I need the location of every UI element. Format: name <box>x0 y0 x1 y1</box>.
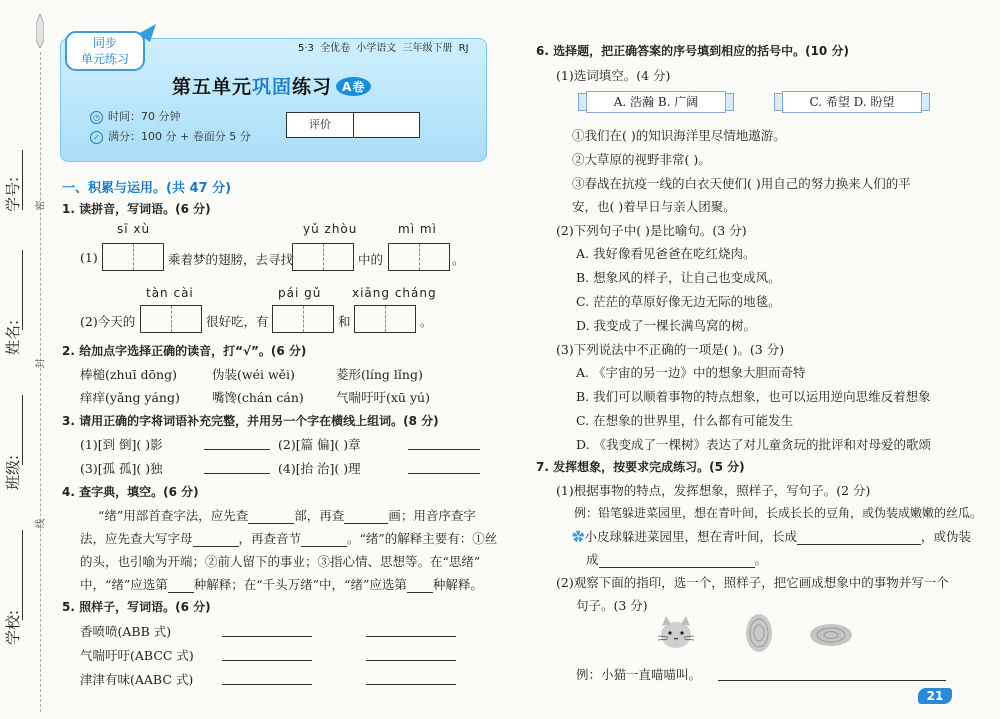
char-boxes[interactable] <box>102 243 164 271</box>
answer-line[interactable] <box>366 684 456 685</box>
clock-icon: ◷ <box>90 111 103 124</box>
seal-mark: 封 <box>35 358 47 369</box>
example-sentence: 例：铅笔躲进菜园里，想在青叶间，长成长长的豆角，或伪装成嫩嫩的丝瓜。 <box>574 506 983 520</box>
option-c: C. 在想象的世界里，什么都有可能发生 <box>576 413 794 428</box>
badge-text-1: 同步 <box>92 36 118 50</box>
reading-option[interactable]: 气喘吁吁(xū yú) <box>336 390 430 405</box>
word-pattern: 气喘吁吁(ABCC 式) <box>80 648 194 663</box>
fill-item: (3)[孤 孤]( )独 <box>80 461 163 476</box>
reading-option[interactable]: 伪装(wéi wěi) <box>212 367 295 382</box>
word-choice-banner <box>578 91 734 113</box>
q4-text: 法，应先查大写字母 ，再查音节 。“绪”的解释主要有：①丝 <box>80 531 498 546</box>
char-boxes[interactable] <box>272 305 334 333</box>
student-id-label: 学号: <box>4 176 22 212</box>
page-title: 第五单元巩固练习 A卷 <box>172 72 371 99</box>
answer-line[interactable] <box>366 660 456 661</box>
seal-mark: 线 <box>35 518 47 529</box>
word-pattern: 津津有味(AABC 式) <box>80 672 194 687</box>
option-d: D. 《我变成了一棵树》表达了对儿童贪玩的批评和对母爱的歌颂 <box>576 437 932 452</box>
fill-item: (4)[抬 治]( )理 <box>278 461 361 476</box>
reading-option[interactable]: 棒槌(zhuī dōng) <box>80 367 177 382</box>
reading-option[interactable]: 痒痒(yǎng yáng) <box>80 390 180 405</box>
q1-text: 和 <box>338 314 351 329</box>
page-number: 21 <box>918 688 952 704</box>
version-tag: A卷 <box>336 77 371 96</box>
word-choice-banner <box>774 91 930 113</box>
sub-question: (1)选词填空。(4 分) <box>556 68 671 83</box>
sub-question: 句子。(3 分) <box>576 598 648 613</box>
answer-line[interactable] <box>408 473 480 474</box>
option-c: C. 茫茫的草原好像无边无际的地毯。 <box>576 294 781 309</box>
time-info: ◷ 时间：70 分钟 <box>90 108 181 124</box>
option-a: A. 《宇宙的另一边》中的想象大胆而奇特 <box>576 365 806 380</box>
q1-text: 中的 <box>358 252 384 267</box>
q1-text: 很好吃，有 <box>206 314 269 329</box>
question-5: 5. 照样子，写词语。(6 分) <box>62 600 211 614</box>
option-a: A. 我好像看见爸爸在吃红烧肉。 <box>576 246 756 261</box>
class-label: 班级: <box>4 454 22 490</box>
answer-line[interactable] <box>222 684 312 685</box>
option-d: D. 我变成了一棵长满鸟窝的树。 <box>576 318 757 333</box>
school-label: 学校: <box>4 609 22 645</box>
pinyin: sī xù <box>117 222 151 236</box>
sync-badge <box>64 24 160 74</box>
check-icon: ✓ <box>90 131 103 144</box>
example-sentence: 例：小猫一直喵喵叫。 <box>576 667 702 682</box>
question-3: 3. 请用正确的字将词语补充完整，并用另一个字在横线上组词。(8 分) <box>62 414 439 428</box>
reading-option[interactable]: 菱形(líng lǐng) <box>336 367 423 382</box>
answer-line[interactable] <box>408 449 480 450</box>
question-6: 6. 选择题，把正确答案的序号填到相应的括号中。(10 分) <box>536 44 849 58</box>
fill-item: (2)[篇 偏]( )章 <box>278 437 361 452</box>
sub-question: (2)观察下面的指印，选一个，照样子，把它画成想象中的事物并写一个 <box>556 575 949 590</box>
fingerprint-icon <box>744 612 774 654</box>
choice-sentence: ②大草原的视野非常( )。 <box>572 152 711 167</box>
word-pattern: 香喷喷(ABB 式) <box>80 624 172 639</box>
choice-sentence: 安，也( )着早日与亲人团聚。 <box>572 199 736 214</box>
sub-question: (2)下列句子中( )是比喻句。(3 分) <box>556 223 747 238</box>
rocket-icon <box>36 14 44 48</box>
section-title: 一、积累与运用。(共 47 分) <box>62 181 232 196</box>
question-4: 4. 查字典，填空。(6 分) <box>62 485 199 499</box>
question-1: 1. 读拼音，写词语。(6 分) <box>62 202 211 216</box>
pinyin: xiāng cháng <box>352 286 437 300</box>
answer-line[interactable] <box>222 636 312 637</box>
score-info: ✓ 满分：100 分 + 卷面分 5 分 <box>90 128 251 144</box>
fill-sentence: 成 。 <box>586 552 768 567</box>
badge-text-2: 单元练习 <box>80 52 130 66</box>
q1-text: (2)今天的 <box>80 314 136 329</box>
reading-option[interactable]: 嘴馋(chán cán) <box>212 390 304 405</box>
fingerprint-cat-icon <box>656 612 696 652</box>
flower-icon: ✿ <box>572 529 585 544</box>
q1-text: 。 <box>452 252 465 267</box>
answer-line[interactable] <box>718 680 946 681</box>
question-7: 7. 发挥想象，按要求完成练习。(5 分) <box>536 460 745 474</box>
fill-sentence: ✿小皮球躲进菜园里，想在青叶间，长成 ，或伪装 <box>572 529 972 544</box>
char-boxes[interactable] <box>292 243 354 271</box>
char-boxes[interactable] <box>140 305 202 333</box>
q1-text: 乘着梦的翅膀，去寻找 <box>168 252 294 267</box>
answer-line[interactable] <box>204 473 270 474</box>
fingerprint-icon <box>808 622 854 648</box>
choice-sentence: ③春战在抗疫一线的白衣天使们( )用自己的努力换来人们的平 <box>572 176 911 191</box>
banner-text: A. 浩瀚 B. 广阔 <box>586 91 726 113</box>
q4-text: 的头，也引喻为开端；②前人留下的事业；③指心情、思想等。在“思绪” <box>80 554 481 569</box>
answer-line[interactable] <box>366 636 456 637</box>
name-label: 姓名: <box>4 319 22 355</box>
q4-text: 中，“绪”应选第 种解释；在“千头万绪”中，“绪”应选第 种解释。 <box>80 577 483 592</box>
answer-line[interactable] <box>204 449 270 450</box>
pinyin: pái gǔ <box>278 286 322 300</box>
option-b: B. 我们可以顺着事物的特点想象，也可以运用逆向思维反着想象 <box>576 389 931 404</box>
banner-text: C. 希望 D. 盼望 <box>782 91 922 113</box>
pinyin: mì mì <box>398 222 437 236</box>
q4-text: “绪”用部首查字法，应先查 部，再查 画；用音序查字 <box>98 508 476 523</box>
header-meta: 5·3 全优卷 小学语文 三年级下册 RJ <box>298 43 469 54</box>
sub-question: (3)下列说法中不正确的一项是( )。(3 分) <box>556 342 785 357</box>
question-2: 2. 给加点字选择正确的读音，打“√”。(6 分) <box>62 344 307 358</box>
q1-text: (1) <box>80 250 98 265</box>
option-b: B. 想象风的样子，让自己也变成风。 <box>576 270 781 285</box>
pinyin: yǔ zhòu <box>303 222 358 236</box>
fill-item: (1)[到 倒]( )影 <box>80 437 163 452</box>
seal-mark: 密 <box>35 200 47 211</box>
binding-strip <box>0 0 48 719</box>
q1-text: 。 <box>420 314 433 329</box>
evaluation-box: 评价 <box>286 112 420 138</box>
char-boxes[interactable] <box>388 243 450 271</box>
sub-question: (1)根据事物的特点，发挥想象，照样子，写句子。(2 分) <box>556 483 871 498</box>
answer-line[interactable] <box>222 660 312 661</box>
char-boxes[interactable] <box>354 305 416 333</box>
choice-sentence: ①我们在( )的知识海洋里尽情地遨游。 <box>572 128 786 143</box>
pinyin: tàn cài <box>146 286 194 300</box>
